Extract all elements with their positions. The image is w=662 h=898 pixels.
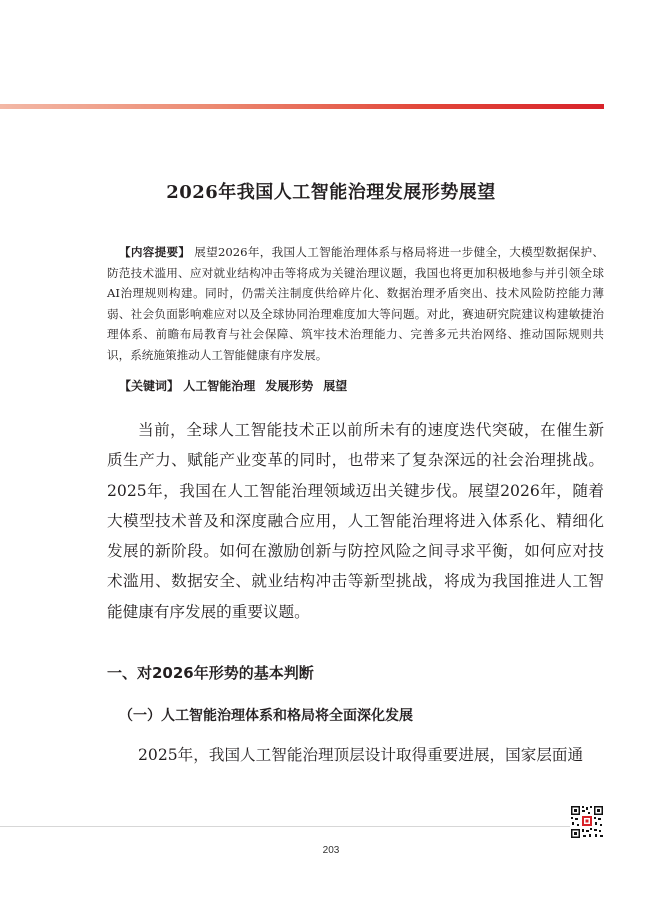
page-number: 203 <box>322 845 340 856</box>
keyword-item: 展望 <box>323 379 348 393</box>
abstract-text: 展望2026年，我国人工智能治理体系与格局将进一步健全，大模型数据保护、防范技术滥用、应对就业结构冲击等将成为关键治理议题，我国也将更加积极地参与并引领全球AI治理规则构建。同时，仍需关注制度供给碎片化、数据治理矛盾突出、技术风险防控能力薄弱、社会负面影响难应对以及全球协同治理难度加大等问题。对此，赛迪研究院建议构建敏捷治理体系、前瞻布局教育与社会保障、筑牢技术治理能力、完善多元共治网络、推动国际规则共识，系统施策推动人工智能健康有序发展。 <box>107 245 604 362</box>
keywords <box>119 377 604 395</box>
abstract <box>107 242 604 366</box>
footer-rule <box>0 826 570 827</box>
abstract-tag: 【内容提要】 <box>119 245 191 259</box>
subsection-heading: （一）人工智能治理体系和格局将全面深化发展 <box>119 708 413 724</box>
header-accent-bar <box>0 104 604 109</box>
intro-paragraph: 当前，全球人工智能技术正以前所未有的速度迭代突破，在催生新质生产力、赋能产业变革的同时，也带来了复杂深远的社会治理挑战。2025年，我国在人工智能治理领域迈出关键步伐。展望2026年，随着大模型技术普及和深度融合应用，人工智能治理将进入体系化、精细化发展的新阶段。如何在激励创新与防控风险之间寻求平衡，如何应对技术滥用、数据安全、就业结构冲击等新型挑战，将成为我国推进人工智能健康有序发展的重要议题。 <box>107 421 604 621</box>
subsection-paragraph: 2025年，我国人工智能治理顶层设计取得重要进展，国家层面通 <box>138 746 584 764</box>
keywords-tag: 【关键词】 <box>119 379 180 393</box>
qr-code-icon <box>570 805 604 839</box>
keyword-item: 人工智能治理 <box>183 379 256 393</box>
keyword-item: 发展形势 <box>265 379 314 393</box>
article-title: 2026年我国人工智能治理发展形势展望 <box>166 182 496 203</box>
section-heading: 一、对2026年形势的基本判断 <box>107 664 314 682</box>
